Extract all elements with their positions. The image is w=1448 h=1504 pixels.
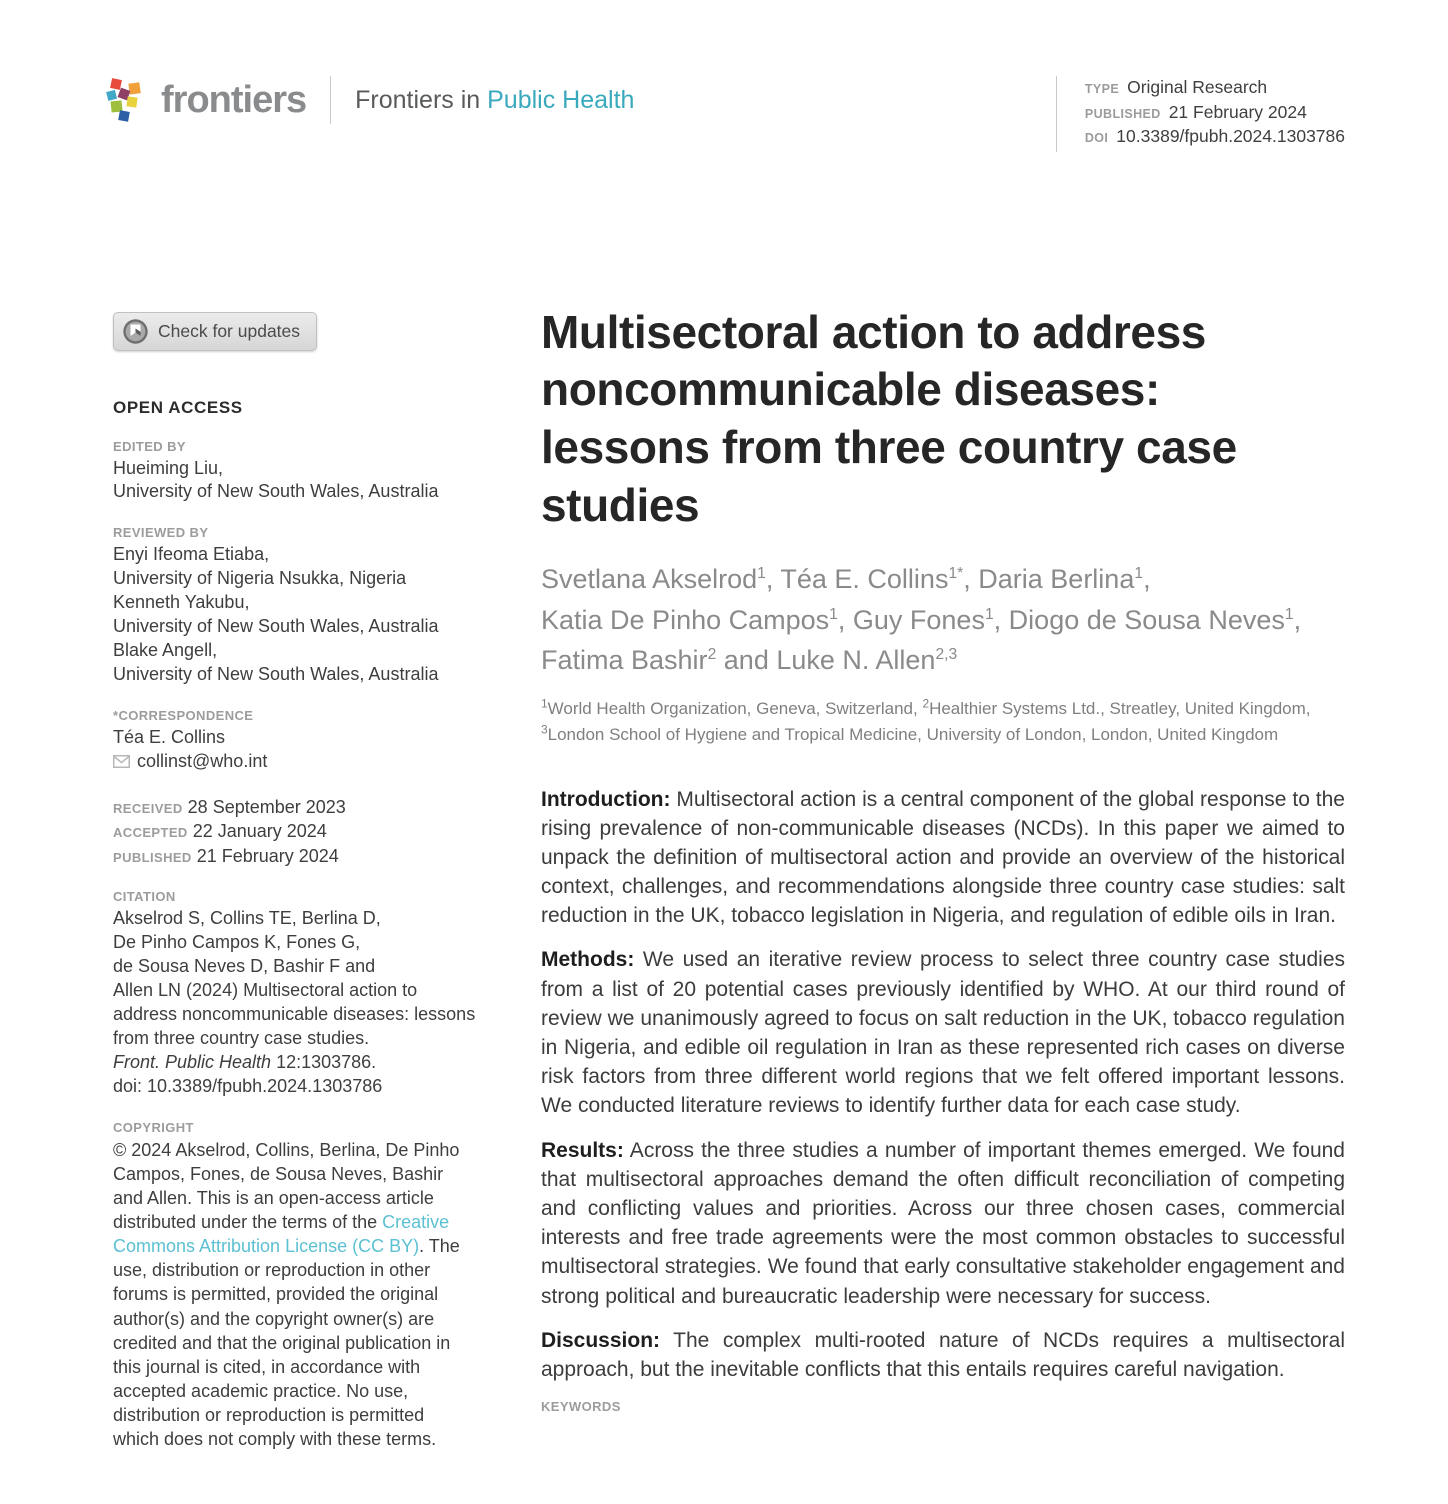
edited-by-lines [113,457,471,505]
reviewed-by-line: Blake Angell, [113,640,218,661]
citation-line: address noncommunicable diseases: lessons [113,1004,476,1025]
journal-title [355,86,634,115]
reviewed-by-line: Kenneth Yakubu, [113,592,250,613]
envelope-icon [113,755,130,768]
reviewed-by-line: University of Nigeria Nsukka, Nigeria [113,568,407,589]
content-columns [0,305,1448,1452]
title-line: studies [541,479,700,532]
masthead [0,0,1448,152]
copyright-text: © 2024 Akselrod, Collins, Berlina, De Pinho Campos, Fones, de Sousa Neves, Bashir and Allen. This is an open-access article distributed under the terms of the Creative Commons Attribution License (CC BY). The use, distribution or reproduction in other forums is permitted, provided the original author(s) and the copyright owner(s) are credited and that the original publication in this journal is cited, in accordance with accepted academic practice. No use, distribution or reproduction is permitted which does not comply with these terms. [113,1139,460,1450]
correspondence-email-link[interactable]: collinst@who.int [137,750,268,771]
date-row: RECEIVED 28 September 2023 [113,796,346,817]
citation-line: from three country case studies. [113,1027,370,1048]
frontiers-logo-icon [105,77,151,123]
edited-by-line: Hueiming Liu, [113,457,224,478]
reviewed-by-line: Enyi Ifeoma Etiaba, [113,544,270,565]
article-meta-block [1056,76,1345,152]
correspondence-block [113,708,471,774]
abstract-paragraph: Discussion: The complex multi-rooted nature of NCDs requires a multisectoral approach, but the inevitable conflicts that this entails requires careful navigation. [541,1328,1345,1381]
copyright-label: COPYRIGHT [113,1119,194,1135]
reviewed-by-line: University of New South Wales, Australia [113,664,439,685]
citation-line: doi: 10.3389/fpubh.2024.1303786 [113,1075,383,1096]
open-access-label: OPEN ACCESS [113,397,243,417]
copyright-block [113,1120,471,1451]
meta-label: DOI [1084,131,1109,145]
meta-label: PUBLISHED [1084,106,1161,121]
date-label: PUBLISHED [113,849,192,865]
correspondence-email-row [113,750,471,774]
brand-wordmark: frontiers [161,78,307,121]
check-for-updates-label: Check for updates [158,320,301,341]
keywords-label: KEYWORDS [541,1399,621,1415]
edited-by-block [113,439,471,505]
brand-row [105,76,634,124]
crossmark-icon [122,318,149,345]
author-line: Fatima Bashir$^2$ and Luke N. Allen$^{2,3}$ [541,645,958,676]
article-title [541,304,1345,536]
meta-value: 10.3389/fpubh.2024.1303786 [1116,126,1345,146]
abstract-paragraph: Methods: We used an iterative review process to select three country case studies from a list of 20 potential cases previously identified by WHO. At our third round of review we unanimously agreed to focus on salt reduction in the UK, tobacco regulation in Nigeria, and edible oil regulation in Iran as these represented rich cases on diverse risk factors from three different world regions that we felt offered important lessons. We conducted literature reviews to identify further data for each case study. [541,948,1345,1118]
citation-line: De Pinho Campos K, Fones G, [113,932,361,953]
reviewed-by-line: University of New South Wales, Australia [113,616,439,637]
journal-prefix: Frontiers in [355,85,488,114]
dates-block [113,795,471,868]
abstract-paragraph: Results: Across the three studies a number of important themes emerged. We found that multisectoral approaches demand the often difficult reconciliation of competing and conflicting values and priorities. Across our three chosen cases, commercial interests and free trade agreements were the most common obstacles to successful multisectoral strategies. We found that early consultative stakeholder engagement and strong political and bureaucratic leadership were necessary for success. [541,1138,1345,1308]
article-main [541,305,1345,1452]
citation-line: Allen LN (2024) Multisectoral action to [113,980,418,1001]
citation-lines [113,907,476,1099]
author-line: Svetlana Akselrod$^1$, Téa E. Collins$^{1*}$, Daria Berlina$^1$, [541,564,1151,595]
title-line: Multisectoral action to address [541,305,1206,358]
meta-label: TYPE [1084,82,1120,96]
masthead-divider [330,76,331,124]
meta-row [1084,101,1345,122]
citation-line: Front. Public Health 12:1303786. [113,1051,377,1072]
meta-value: Original Research [1127,77,1268,97]
author-list [541,559,1345,681]
date-label: ACCEPTED [113,825,188,841]
date-label: RECEIVED [113,800,183,816]
meta-row [1085,128,1345,146]
check-for-updates-button[interactable] [113,312,317,351]
author-line: Katia De Pinho Campos$^1$, Guy Fones$^1$, Diogo de Sousa Neves$^1$, [541,604,1302,635]
journal-name[interactable]: Public Health [487,85,635,114]
reviewed-by-lines [113,543,471,687]
citation-block [113,889,476,1099]
citation-line: Akselrod S, Collins TE, Berlina D, [113,908,381,929]
date-row: PUBLISHED 21 February 2024 [113,845,339,866]
citation-label: CITATION [113,889,176,905]
cc-by-license-link[interactable]: Creative Commons Attribution License (CC BY) [113,1212,450,1257]
sidebar [113,312,476,1452]
correspondence-name: Téa E. Collins [113,727,226,747]
affiliations: $^1$World Health Organization, Geneva, Switzerland, $^2$Healthier Systems Ltd., Streatley, United Kingdom, $^3$London School of Hygiene and Tropical Medicine, University of London, London, United Kingdom [541,696,1311,745]
abstract [541,785,1345,1385]
edited-by-line: University of New South Wales, Australia [113,481,439,502]
abstract-paragraph: Introduction: Multisectoral action is a central component of the global response to the rising prevalence of non-communicable diseases (NCDs). In this paper we aimed to unpack the definition of multisectoral action and provide an overview of the historical context, challenges, and recommendations alongside three country case studies: salt reduction in the UK, tobacco legislation in Nigeria, and regulation of edible oils in Iran. [541,787,1345,928]
meta-row [1085,79,1345,97]
correspondence-label: *CORRESPONDENCE [113,708,254,723]
reviewed-by-block [113,525,471,687]
date-row: ACCEPTED 22 January 2024 [113,821,327,842]
title-line: noncommunicable diseases: [541,363,1160,416]
edited-by-label: EDITED BY [113,438,186,454]
reviewed-by-label: REVIEWED BY [113,525,209,541]
meta-value: 21 February 2024 [1168,101,1307,122]
title-line: lessons from three country case [541,421,1237,474]
citation-line: de Sousa Neves D, Bashir F and [113,956,376,977]
